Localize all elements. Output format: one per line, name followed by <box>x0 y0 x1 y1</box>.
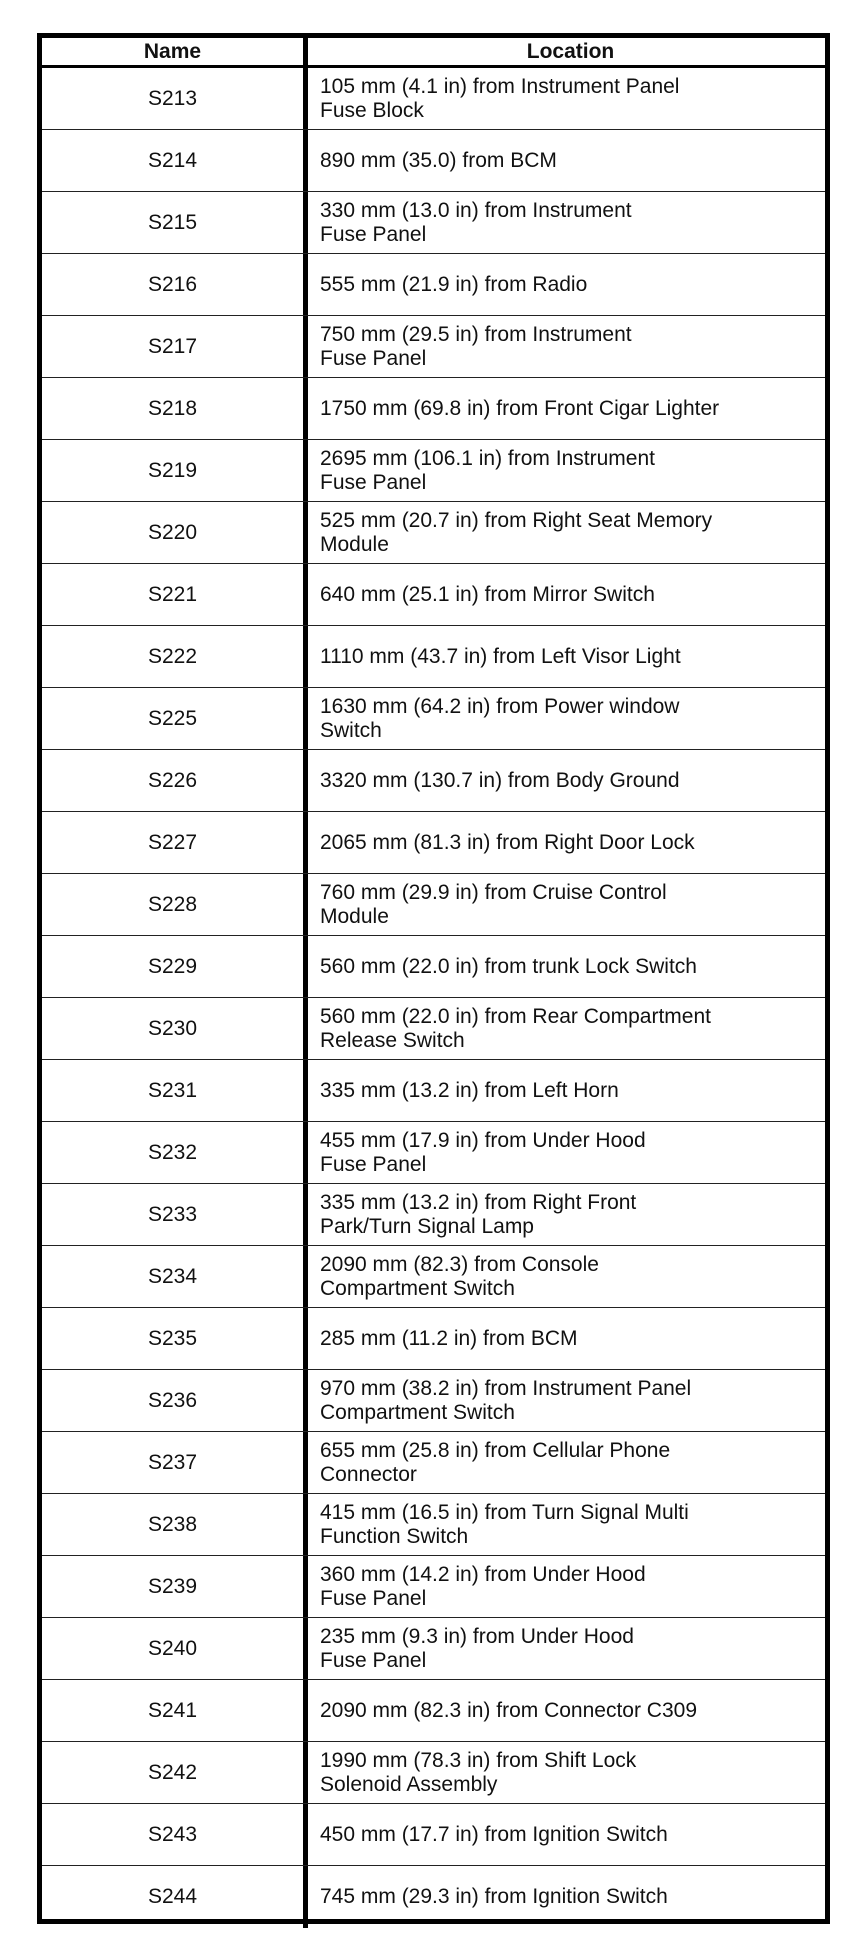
splice-location-table <box>37 33 830 1924</box>
splice-name-cell: S240 <box>42 1618 308 1679</box>
splice-name-cell: S215 <box>42 192 308 253</box>
splice-location-cell: 335 mm (13.2 in) from Right Front Park/Turn Signal Lamp <box>320 1190 637 1238</box>
table-row <box>42 192 825 254</box>
splice-name-cell: S216 <box>42 254 308 315</box>
splice-location-cell: 2695 mm (106.1 in) from Instrument Fuse Panel <box>320 446 655 494</box>
splice-name-cell: S217 <box>42 316 308 377</box>
splice-location-cell: 655 mm (25.8 in) from Cellular Phone Connector <box>320 1438 671 1486</box>
table-row <box>42 1308 825 1370</box>
location-column-header: Location <box>526 39 615 63</box>
table-row <box>42 812 825 874</box>
splice-location-cell: 760 mm (29.9 in) from Cruise Control Module <box>320 880 667 928</box>
splice-location-cell: 890 mm (35.0) from BCM <box>320 148 557 172</box>
splice-name-cell: S219 <box>42 440 308 501</box>
splice-location-cell: 1990 mm (78.3 in) from Shift Lock Solenoid Assembly <box>320 1748 637 1796</box>
table-row <box>42 378 825 440</box>
table-row <box>42 874 825 936</box>
splice-name-cell: S213 <box>42 68 308 129</box>
table-body <box>42 68 825 1928</box>
splice-name-cell: S214 <box>42 130 308 191</box>
splice-name-cell: S228 <box>42 874 308 935</box>
table-row <box>42 1618 825 1680</box>
table-row <box>42 1432 825 1494</box>
table-row <box>42 626 825 688</box>
splice-name-cell: S243 <box>42 1804 308 1865</box>
splice-name-cell: S238 <box>42 1494 308 1555</box>
table-row <box>42 1494 825 1556</box>
table-row <box>42 1866 825 1928</box>
table-row <box>42 502 825 564</box>
splice-name-cell: S241 <box>42 1680 308 1741</box>
splice-name-cell: S237 <box>42 1432 308 1493</box>
table-row <box>42 254 825 316</box>
splice-location-cell: 560 mm (22.0 in) from Rear Compartment Release Switch <box>320 1004 711 1052</box>
table-row <box>42 1742 825 1804</box>
splice-location-cell: 970 mm (38.2 in) from Instrument Panel Compartment Switch <box>320 1376 692 1424</box>
splice-name-cell: S230 <box>42 998 308 1059</box>
splice-name-cell: S236 <box>42 1370 308 1431</box>
table-row <box>42 1246 825 1308</box>
table-row <box>42 1680 825 1742</box>
splice-location-cell: 455 mm (17.9 in) from Under Hood Fuse Panel <box>320 1128 646 1176</box>
table-row <box>42 1370 825 1432</box>
splice-name-cell: S225 <box>42 688 308 749</box>
splice-location-cell: 415 mm (16.5 in) from Turn Signal Multi Function Switch <box>320 1500 689 1548</box>
splice-name-cell: S233 <box>42 1184 308 1245</box>
table-row <box>42 1060 825 1122</box>
splice-name-cell: S221 <box>42 564 308 625</box>
table-row <box>42 68 825 130</box>
table-row <box>42 440 825 502</box>
splice-location-cell: 555 mm (21.9 in) from Radio <box>320 272 588 296</box>
splice-name-cell: S235 <box>42 1308 308 1369</box>
splice-location-cell: 2090 mm (82.3 in) from Connector C309 <box>320 1698 698 1722</box>
table-row <box>42 564 825 626</box>
splice-name-cell: S239 <box>42 1556 308 1617</box>
table-row <box>42 1556 825 1618</box>
name-column-header: Name <box>42 38 308 65</box>
splice-location-cell: 560 mm (22.0 in) from trunk Lock Switch <box>320 954 697 978</box>
splice-location-cell: 235 mm (9.3 in) from Under Hood Fuse Panel <box>320 1624 634 1672</box>
splice-name-cell: S242 <box>42 1742 308 1803</box>
splice-name-cell: S229 <box>42 936 308 997</box>
table-row <box>42 316 825 378</box>
splice-location-cell: 640 mm (25.1 in) from Mirror Switch <box>320 582 655 606</box>
splice-location-cell: 525 mm (20.7 in) from Right Seat Memory Module <box>320 508 713 556</box>
table-row <box>42 1122 825 1184</box>
splice-location-cell: 105 mm (4.1 in) from Instrument Panel Fuse Block <box>320 74 680 122</box>
splice-name-cell: S227 <box>42 812 308 873</box>
splice-location-cell: 745 mm (29.3 in) from Ignition Switch <box>320 1885 668 1908</box>
splice-name-cell: S234 <box>42 1246 308 1307</box>
table-row <box>42 936 825 998</box>
table-header-row <box>42 38 825 68</box>
splice-location-cell: 360 mm (14.2 in) from Under Hood Fuse Panel <box>320 1562 646 1610</box>
table-row <box>42 998 825 1060</box>
splice-name-cell: S231 <box>42 1060 308 1121</box>
table-row <box>42 130 825 192</box>
splice-location-cell: 335 mm (13.2 in) from Left Horn <box>320 1078 619 1102</box>
splice-location-cell: 2090 mm (82.3) from Console Compartment Switch <box>320 1252 599 1300</box>
splice-name-cell: S244 <box>42 1866 308 1928</box>
splice-name-cell: S222 <box>42 626 308 687</box>
table-row <box>42 750 825 812</box>
splice-location-cell: 330 mm (13.0 in) from Instrument Fuse Panel <box>320 198 632 246</box>
splice-location-cell: 750 mm (29.5 in) from Instrument Fuse Panel <box>320 322 632 370</box>
table-row <box>42 1184 825 1246</box>
splice-location-cell: 285 mm (11.2 in) from BCM <box>320 1326 578 1350</box>
splice-name-cell: S220 <box>42 502 308 563</box>
splice-location-cell: 1630 mm (64.2 in) from Power window Switch <box>320 694 680 742</box>
splice-name-cell: S226 <box>42 750 308 811</box>
splice-name-cell: S218 <box>42 378 308 439</box>
splice-location-cell: 450 mm (17.7 in) from Ignition Switch <box>320 1822 668 1846</box>
splice-location-cell: 1110 mm (43.7 in) from Left Visor Light <box>320 644 681 668</box>
splice-location-cell: 1750 mm (69.8 in) from Front Cigar Lighter <box>320 396 720 420</box>
splice-location-cell: 3320 mm (130.7 in) from Body Ground <box>320 768 680 792</box>
splice-location-cell: 2065 mm (81.3 in) from Right Door Lock <box>320 830 695 854</box>
splice-name-cell: S232 <box>42 1122 308 1183</box>
table-row <box>42 688 825 750</box>
table-row <box>42 1804 825 1866</box>
